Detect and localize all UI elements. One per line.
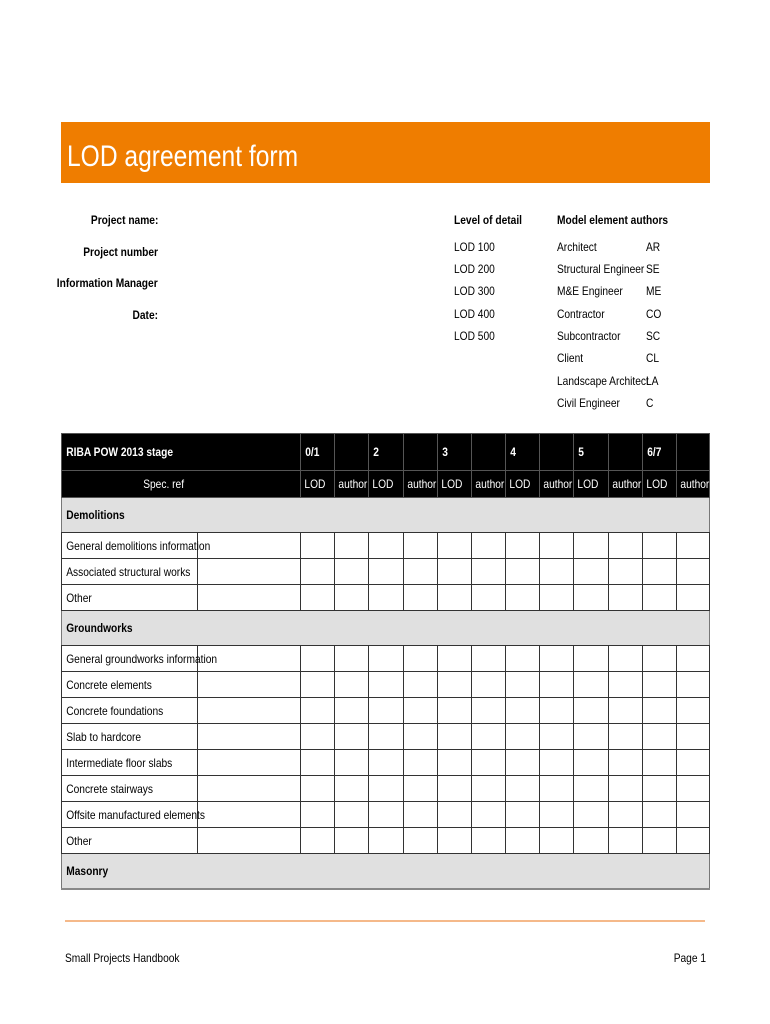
element-name-cell	[62, 646, 218, 672]
author-input-cell[interactable]	[335, 646, 369, 672]
lod-input-cell[interactable]	[574, 585, 608, 611]
author-input-cell[interactable]	[608, 776, 642, 802]
lod-input-cell[interactable]	[369, 802, 403, 828]
lod-label: LOD	[577, 477, 599, 491]
author-name: Landscape Architect	[557, 374, 649, 388]
author-input-cell[interactable]	[608, 533, 642, 559]
lod-column-header	[437, 471, 471, 498]
footer-divider	[65, 920, 705, 922]
stage-header-blank	[471, 434, 505, 471]
stage-header-blank	[608, 434, 642, 471]
element-name-cell	[62, 776, 198, 802]
author-input-cell[interactable]	[403, 559, 437, 585]
lod-item: LOD 300	[454, 284, 495, 298]
author-input-cell[interactable]	[471, 750, 505, 776]
author-input-cell[interactable]	[403, 585, 437, 611]
author-input-cell[interactable]	[471, 828, 505, 854]
element-name: Intermediate floor slabs	[66, 755, 173, 770]
lod-input-cell[interactable]	[437, 559, 471, 585]
lod-input-cell[interactable]	[506, 585, 540, 611]
spec-ref-input-cell[interactable]	[197, 672, 300, 698]
author-input-cell[interactable]	[335, 750, 369, 776]
lod-input-cell[interactable]	[437, 828, 471, 854]
lod-item: LOD 400	[454, 307, 495, 321]
author-input-cell[interactable]	[676, 828, 709, 854]
lod-input-cell[interactable]	[301, 724, 335, 750]
stage-label-cell	[62, 434, 301, 471]
element-name: Other	[66, 590, 92, 605]
author-input-cell[interactable]	[403, 533, 437, 559]
element-name: Concrete stairways	[66, 781, 153, 796]
element-name: General demolitions information	[66, 538, 211, 553]
author-input-cell[interactable]	[608, 802, 642, 828]
lod-input-cell[interactable]	[301, 533, 335, 559]
author-label: author	[611, 477, 641, 491]
author-input-cell[interactable]	[540, 828, 574, 854]
lod-input-cell[interactable]	[506, 828, 540, 854]
lod-input-cell[interactable]	[437, 585, 471, 611]
page-title: LOD agreement form	[67, 140, 299, 173]
lod-input-cell[interactable]	[369, 559, 403, 585]
lod-input-cell[interactable]	[642, 585, 676, 611]
author-input-cell[interactable]	[676, 802, 709, 828]
lod-item: LOD 500	[454, 329, 495, 343]
lod-input-cell[interactable]	[301, 559, 335, 585]
author-input-cell[interactable]	[676, 559, 709, 585]
author-label: author	[475, 477, 505, 491]
author-code: C	[646, 396, 654, 410]
level-of-detail-heading: Level of detail	[454, 213, 523, 227]
lod-input-cell[interactable]	[506, 672, 540, 698]
date-label: Date:	[132, 308, 158, 322]
lod-input-cell[interactable]	[369, 724, 403, 750]
stage-number: 2	[373, 445, 380, 459]
lod-input-cell[interactable]	[369, 750, 403, 776]
lod-label: LOD	[441, 477, 463, 491]
spec-ref-input-cell[interactable]	[197, 750, 300, 776]
author-column-header	[676, 471, 709, 498]
table-row	[62, 724, 710, 750]
spec-ref-input-cell[interactable]	[197, 559, 300, 585]
author-input-cell[interactable]	[335, 776, 369, 802]
spec-ref-label: Spec. ref	[143, 477, 185, 491]
lod-input-cell[interactable]	[574, 646, 608, 672]
lod-input-cell[interactable]	[437, 776, 471, 802]
stage-number: 6/7	[646, 445, 662, 459]
section-header-cell	[62, 611, 710, 646]
lod-input-cell[interactable]	[369, 828, 403, 854]
author-code: AR	[646, 240, 661, 254]
lod-column-header	[506, 471, 540, 498]
lod-label: LOD	[509, 477, 531, 491]
author-input-cell[interactable]	[403, 672, 437, 698]
author-input-cell[interactable]	[403, 802, 437, 828]
spec-ref-input-cell[interactable]	[197, 776, 300, 802]
lod-input-cell[interactable]	[301, 698, 335, 724]
lod-input-cell[interactable]	[642, 802, 676, 828]
element-name: Slab to hardcore	[66, 729, 142, 744]
table-row	[62, 750, 710, 776]
section-title: Masonry	[66, 864, 109, 878]
author-input-cell[interactable]	[471, 724, 505, 750]
author-input-cell[interactable]	[608, 672, 642, 698]
author-input-cell[interactable]	[335, 724, 369, 750]
author-input-cell[interactable]	[540, 585, 574, 611]
author-input-cell[interactable]	[335, 672, 369, 698]
spec-ref-cell	[62, 471, 301, 498]
stage-header	[437, 434, 471, 471]
element-name: General groundworks information	[66, 651, 218, 666]
author-input-cell[interactable]	[471, 559, 505, 585]
author-input-cell[interactable]	[471, 776, 505, 802]
lod-input-cell[interactable]	[574, 776, 608, 802]
lod-input-cell[interactable]	[506, 802, 540, 828]
author-name: Structural Engineer	[557, 262, 645, 276]
lod-input-cell[interactable]	[301, 750, 335, 776]
author-name: Client	[557, 351, 584, 365]
lod-input-cell[interactable]	[301, 585, 335, 611]
element-name-cell	[62, 828, 198, 854]
lod-input-cell[interactable]	[506, 533, 540, 559]
project-number-label: Project number	[83, 245, 158, 259]
author-code: ME	[646, 284, 662, 298]
lod-table	[61, 433, 710, 890]
author-input-cell[interactable]	[676, 724, 709, 750]
table-row	[62, 559, 710, 585]
author-input-cell[interactable]	[676, 646, 709, 672]
lod-input-cell[interactable]	[642, 698, 676, 724]
lod-input-cell[interactable]	[369, 698, 403, 724]
author-input-cell[interactable]	[540, 672, 574, 698]
lod-input-cell[interactable]	[437, 724, 471, 750]
table-row	[62, 585, 710, 611]
author-label: author	[680, 477, 710, 491]
author-input-cell[interactable]	[403, 776, 437, 802]
author-input-cell[interactable]	[471, 533, 505, 559]
lod-input-cell[interactable]	[642, 750, 676, 776]
author-input-cell[interactable]	[608, 828, 642, 854]
author-input-cell[interactable]	[403, 750, 437, 776]
section-header-cell	[62, 498, 710, 533]
stage-number: 3	[441, 445, 448, 459]
author-input-cell[interactable]	[676, 533, 709, 559]
author-input-cell[interactable]	[403, 646, 437, 672]
stage-header-row	[62, 434, 710, 471]
table-row	[62, 698, 710, 724]
lod-input-cell[interactable]	[642, 559, 676, 585]
lod-input-cell[interactable]	[301, 672, 335, 698]
author-input-cell[interactable]	[335, 585, 369, 611]
element-name-cell	[62, 559, 198, 585]
author-input-cell[interactable]	[540, 533, 574, 559]
author-label: author	[406, 477, 436, 491]
element-name-cell	[62, 698, 198, 724]
lod-input-cell[interactable]	[642, 724, 676, 750]
author-input-cell[interactable]	[676, 750, 709, 776]
table-row	[62, 646, 710, 672]
footer-page-number: Page 1	[673, 951, 706, 965]
lod-input-cell[interactable]	[642, 672, 676, 698]
information-manager-label: Information Manager	[57, 276, 158, 290]
stage-header-blank	[403, 434, 437, 471]
element-name: Concrete foundations	[66, 703, 164, 718]
lod-input-cell[interactable]	[369, 646, 403, 672]
spec-ref-input-cell[interactable]	[197, 533, 300, 559]
lod-input-cell[interactable]	[301, 828, 335, 854]
author-input-cell[interactable]	[471, 585, 505, 611]
author-input-cell[interactable]	[540, 559, 574, 585]
element-name-cell	[62, 533, 211, 559]
author-label: author	[543, 477, 573, 491]
table-row	[62, 672, 710, 698]
stage-number: 0/1	[305, 445, 320, 459]
author-column-header	[335, 471, 369, 498]
author-column-header	[471, 471, 505, 498]
lod-input-cell[interactable]	[574, 533, 608, 559]
lod-input-cell[interactable]	[506, 724, 540, 750]
lod-label: LOD	[646, 477, 668, 491]
author-input-cell[interactable]	[608, 698, 642, 724]
author-input-cell[interactable]	[608, 559, 642, 585]
lod-input-cell[interactable]	[369, 533, 403, 559]
section-header-row	[62, 854, 710, 890]
element-name: Associated structural works	[66, 564, 191, 579]
lod-input-cell[interactable]	[301, 776, 335, 802]
author-input-cell[interactable]	[335, 828, 369, 854]
author-input-cell[interactable]	[540, 698, 574, 724]
author-input-cell[interactable]	[540, 802, 574, 828]
author-code: CO	[646, 307, 662, 321]
section-header-row	[62, 611, 710, 646]
table-row	[62, 776, 710, 802]
lod-input-cell[interactable]	[574, 672, 608, 698]
stage-header-blank	[540, 434, 574, 471]
author-input-cell[interactable]	[471, 646, 505, 672]
element-name: Concrete elements	[66, 677, 152, 692]
author-input-cell[interactable]	[403, 828, 437, 854]
author-input-cell[interactable]	[335, 559, 369, 585]
author-name: M&E Engineer	[557, 284, 623, 298]
lod-input-cell[interactable]	[437, 646, 471, 672]
stage-number: 5	[578, 445, 585, 459]
lod-input-cell[interactable]	[506, 646, 540, 672]
author-input-cell[interactable]	[540, 724, 574, 750]
footer-left: Small Projects Handbook	[65, 951, 180, 965]
section-title: Groundworks	[66, 621, 133, 635]
element-name: Other	[66, 833, 92, 848]
author-name: Contractor	[557, 307, 605, 321]
section-title: Demolitions	[66, 508, 125, 522]
author-input-cell[interactable]	[676, 585, 709, 611]
stage-header	[574, 434, 608, 471]
spec-ref-input-cell[interactable]	[197, 828, 300, 854]
section-header-row	[62, 498, 710, 533]
lod-input-cell[interactable]	[574, 828, 608, 854]
author-input-cell[interactable]	[335, 698, 369, 724]
author-input-cell[interactable]	[471, 802, 505, 828]
lod-label: LOD	[372, 477, 394, 491]
author-name: Architect	[557, 240, 597, 254]
spec-ref-input-cell[interactable]	[197, 698, 300, 724]
author-input-cell[interactable]	[608, 750, 642, 776]
column-header-row	[62, 471, 710, 498]
lod-input-cell[interactable]	[437, 698, 471, 724]
author-name: Civil Engineer	[557, 396, 620, 410]
lod-input-cell[interactable]	[437, 672, 471, 698]
stage-header	[301, 434, 335, 471]
element-name-cell	[62, 724, 198, 750]
author-input-cell[interactable]	[676, 672, 709, 698]
author-code: CL	[646, 351, 660, 365]
author-input-cell[interactable]	[608, 585, 642, 611]
project-name-label: Project name:	[90, 213, 158, 227]
lod-input-cell[interactable]	[506, 750, 540, 776]
author-input-cell[interactable]	[471, 698, 505, 724]
table-row	[62, 802, 710, 828]
author-input-cell[interactable]	[335, 533, 369, 559]
author-column-header	[403, 471, 437, 498]
author-input-cell[interactable]	[335, 802, 369, 828]
lod-input-cell[interactable]	[369, 672, 403, 698]
author-code: LA	[646, 374, 659, 388]
stage-header-blank	[676, 434, 709, 471]
author-column-header	[608, 471, 642, 498]
lod-input-cell[interactable]	[574, 750, 608, 776]
lod-input-cell[interactable]	[437, 533, 471, 559]
lod-item: LOD 100	[454, 240, 495, 254]
lod-input-cell[interactable]	[369, 585, 403, 611]
author-input-cell[interactable]	[676, 698, 709, 724]
author-input-cell[interactable]	[676, 776, 709, 802]
author-label: author	[338, 477, 368, 491]
lod-input-cell[interactable]	[642, 533, 676, 559]
lod-input-cell[interactable]	[437, 750, 471, 776]
lod-input-cell[interactable]	[574, 724, 608, 750]
table-row	[62, 533, 710, 559]
lod-column-header	[574, 471, 608, 498]
lod-input-cell[interactable]	[437, 802, 471, 828]
lod-input-cell[interactable]	[642, 646, 676, 672]
lod-input-cell[interactable]	[506, 776, 540, 802]
element-name-cell	[62, 672, 198, 698]
lod-input-cell[interactable]	[642, 828, 676, 854]
author-input-cell[interactable]	[608, 724, 642, 750]
element-name-cell	[62, 802, 205, 828]
lod-column-header	[301, 471, 335, 498]
author-input-cell[interactable]	[540, 750, 574, 776]
author-input-cell[interactable]	[540, 646, 574, 672]
lod-input-cell[interactable]	[506, 559, 540, 585]
stage-number: 4	[510, 445, 516, 459]
lod-column-header	[369, 471, 403, 498]
title-banner	[61, 122, 710, 183]
stage-header-blank	[335, 434, 369, 471]
element-name: Offsite manufactured elements	[66, 807, 205, 822]
lod-column-header	[642, 471, 676, 498]
author-input-cell[interactable]	[540, 776, 574, 802]
section-header-cell	[62, 854, 710, 890]
lod-label: LOD	[304, 477, 326, 491]
stage-label: RIBA POW 2013 stage	[66, 445, 174, 459]
model-element-authors-heading: Model element authors	[557, 213, 669, 227]
table-row	[62, 828, 710, 854]
lod-input-cell[interactable]	[301, 646, 335, 672]
author-input-cell[interactable]	[608, 646, 642, 672]
spec-ref-input-cell[interactable]	[197, 724, 300, 750]
lod-input-cell[interactable]	[301, 802, 335, 828]
stage-header	[642, 434, 676, 471]
author-code: SC	[646, 329, 661, 343]
author-column-header	[540, 471, 574, 498]
element-name-cell	[62, 750, 198, 776]
element-name-cell	[62, 585, 198, 611]
lod-input-cell[interactable]	[574, 559, 608, 585]
author-input-cell[interactable]	[471, 672, 505, 698]
author-code: SE	[646, 262, 660, 276]
spec-ref-input-cell[interactable]	[197, 585, 300, 611]
lod-input-cell[interactable]	[369, 776, 403, 802]
lod-input-cell[interactable]	[574, 698, 608, 724]
stage-header	[369, 434, 403, 471]
lod-item: LOD 200	[454, 262, 495, 276]
lod-input-cell[interactable]	[574, 802, 608, 828]
lod-input-cell[interactable]	[506, 698, 540, 724]
author-input-cell[interactable]	[403, 698, 437, 724]
author-name: Subcontractor	[557, 329, 621, 343]
author-input-cell[interactable]	[403, 724, 437, 750]
spec-ref-input-cell[interactable]	[197, 802, 300, 828]
lod-input-cell[interactable]	[642, 776, 676, 802]
stage-header	[506, 434, 540, 471]
